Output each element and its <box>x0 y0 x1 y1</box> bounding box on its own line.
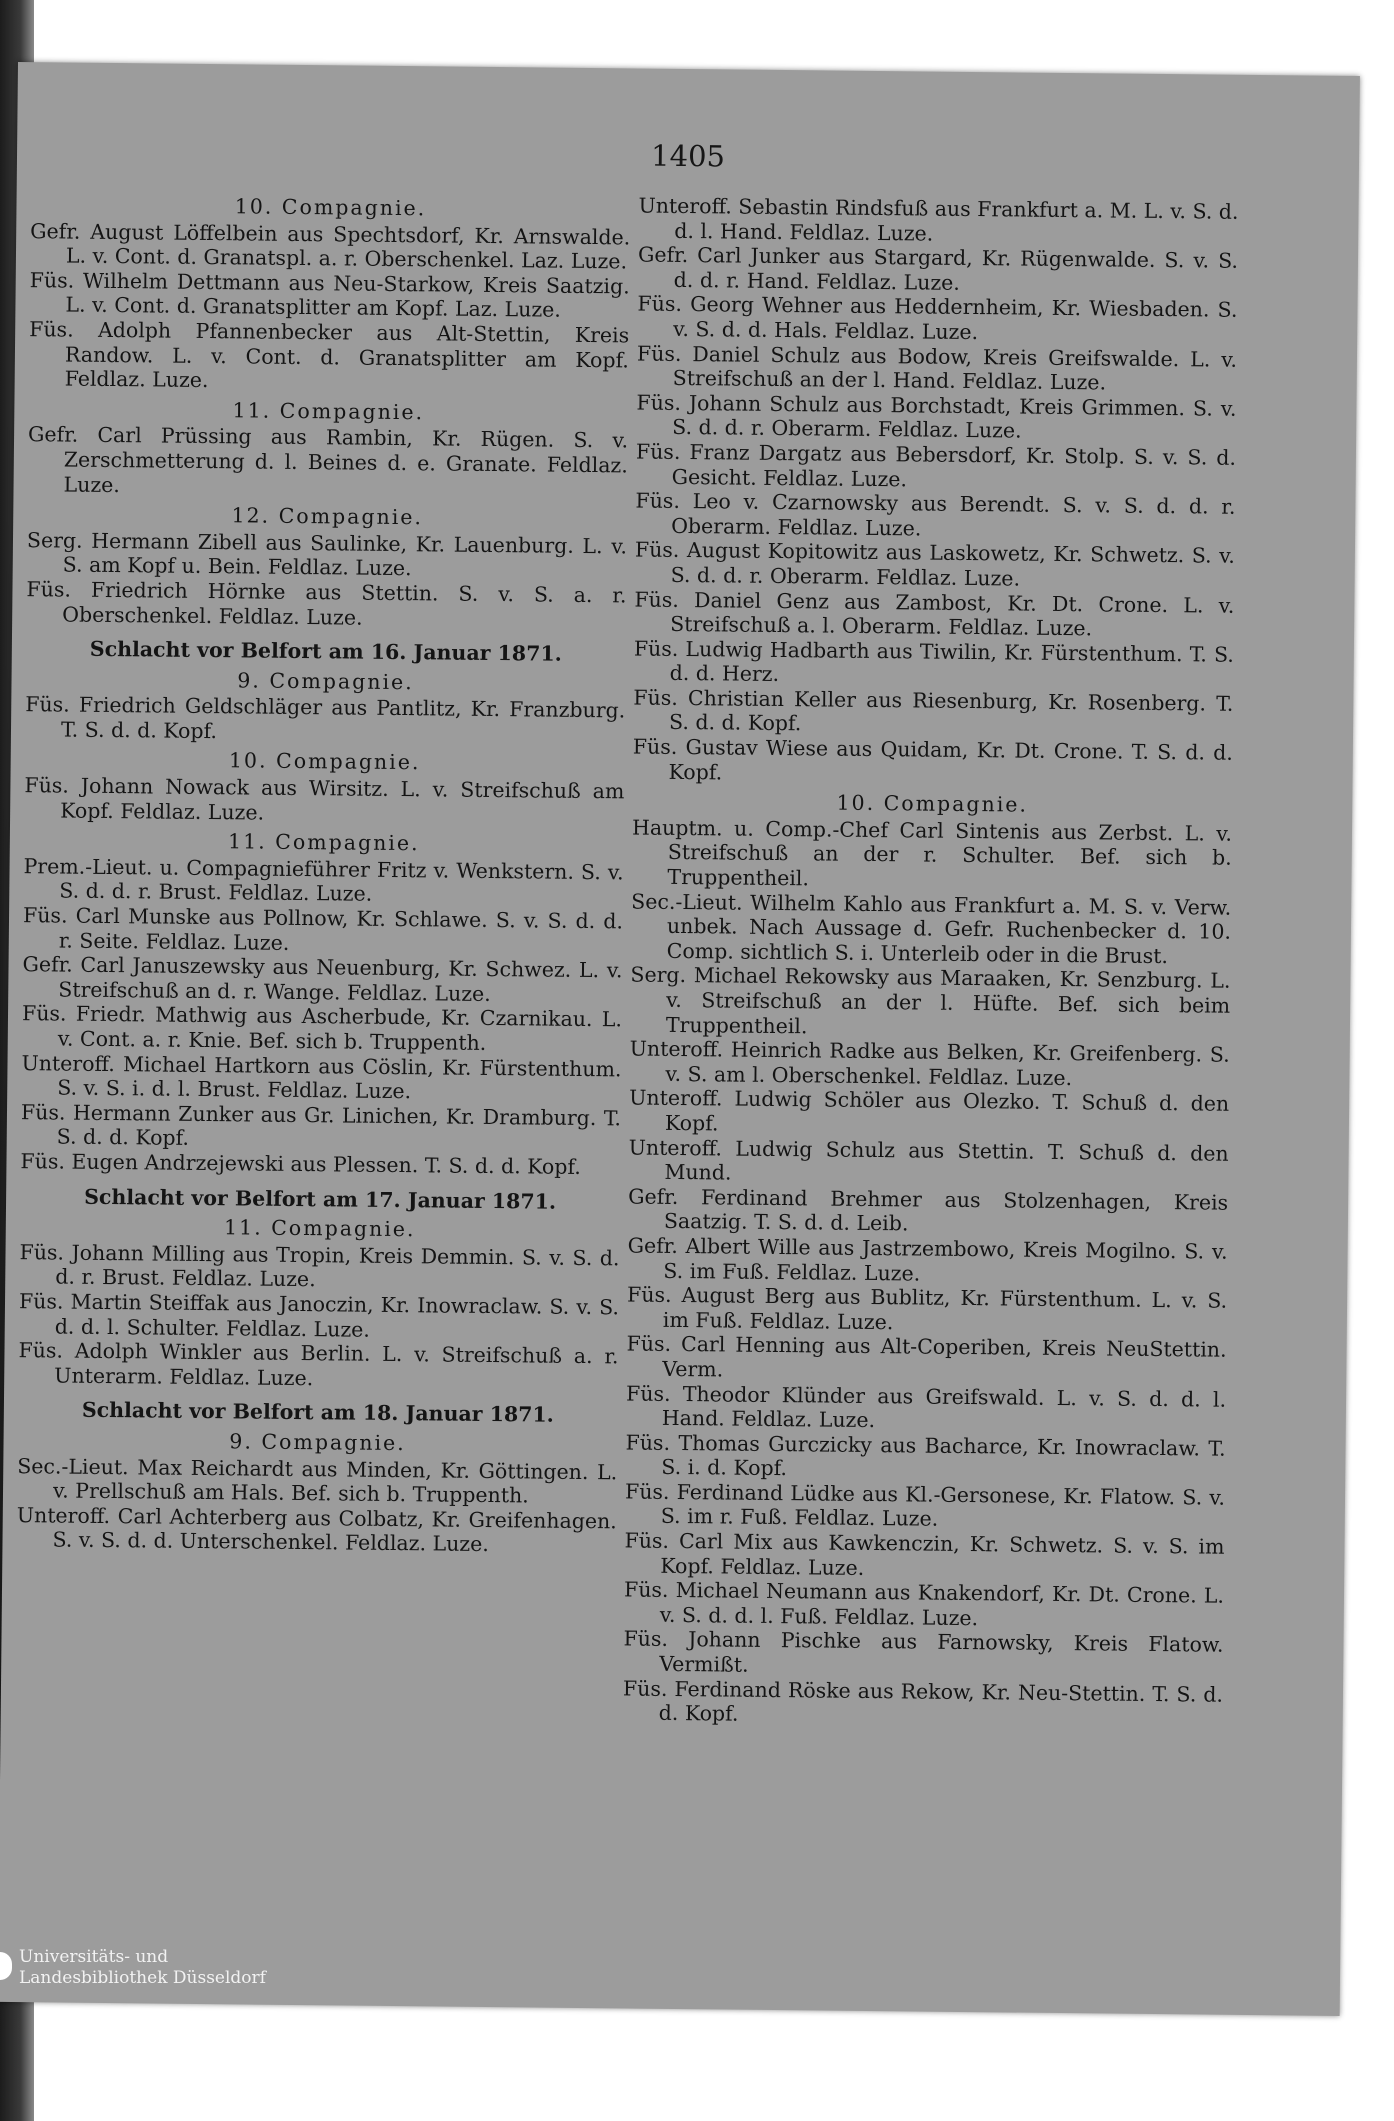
library-logo-line2: Landesbibliothek Düsseldorf <box>19 1968 266 1988</box>
casualty-entry: Unteroff. Heinrich Radke aus Belken, Kr. Greifenberg. S. v. S. am l. Oberschenkel. Feldlaz. Luze. <box>629 1036 1230 1090</box>
company-heading: 10. Compagnie. <box>228 748 421 775</box>
casualty-entry: Füs. Martin Steiffak aus Janoczin, Kr. Inowraclaw. S. v. S. d. d. l. Schulter. Feldlaz. Luze. <box>18 1289 620 1342</box>
casualty-entry: Füs. Wilhelm Dettmann aus Neu-Starkow, Kreis Saatzig. L. v. Cont. d. Granatsplitter am Kopf. Laz. Luze. <box>29 267 630 323</box>
company-heading: 12. Compagnie. <box>231 503 424 530</box>
casualty-entry: Füs. Johann Pischke aus Farnowsky, Kreis Flatow. Vermißt. <box>623 1626 1224 1677</box>
company-heading: 9. Compagnie. <box>229 1429 406 1456</box>
company-heading: 9. Compagnie. <box>237 668 414 694</box>
casualty-entry: Füs. Leo v. Czarnowsky aus Berendt. S. v. S. d. d. r. Oberarm. Feldlaz. Luze. <box>635 488 1236 541</box>
casualty-entry: Serg. Michael Rekowsky aus Maraaken, Kr. Senzburg. L. v. Streifschuß an der l. Hüfte. Bef. sich beim Truppentheil. <box>630 962 1231 1038</box>
casualty-entry: Füs. Johann Milling aus Tropin, Kreis Demmin. S. v. S. d. d. r. Brust. Feldlaz. Luze. <box>19 1239 620 1292</box>
company-heading: 11. Compagnie. <box>227 829 420 856</box>
document-page <box>0 62 1360 2016</box>
casualty-entry: Füs. Franz Dargatz aus Bebersdorf, Kr. Stolp. S. v. S. d. Gesicht. Feldlaz. Luze. <box>635 439 1237 491</box>
casualty-entry: Füs. Johann Schulz aus Borchstadt, Kreis Grimmen. S. v. S. d. d. r. Oberarm. Feldlaz. Luze. <box>636 390 1237 443</box>
casualty-entry: Füs. Adolph Pfannenbecker aus Alt-Stettin, Kreis Randow. L. v. Cont. d. Granatsplitter am Kopf. Feldlaz. Luze. <box>29 317 630 393</box>
company-heading: 11. Compagnie. <box>232 398 425 425</box>
casualty-entry: Füs. Gustav Wiese aus Quidam, Kr. Dt. Crone. T. S. d. d. Kopf. <box>632 734 1233 785</box>
casualty-entry: Sec.-Lieut. Max Reichardt aus Minden, Kr. Göttingen. L. v. Prellschuß am Hals. Bef. sich b. Truppenth. <box>17 1453 618 1508</box>
battle-heading: Schlacht vor Belfort am 18. Januar 1871. <box>81 1398 554 1427</box>
casualty-entry: Unteroff. Michael Hartkorn aus Cöslin, Kr. Fürstenthum. S. v. S. i. d. l. Brust. Feldlaz. Luze. <box>21 1050 622 1104</box>
company-heading: 11. Compagnie. <box>223 1215 416 1242</box>
casualty-entry: Füs. Carl Munske aus Pollnow, Kr. Schlawe. S. v. S. d. d. r. Seite. Feldlaz. Luze. <box>22 903 624 955</box>
casualty-entry: Gefr. Albert Wille aus Jastrzembowo, Kreis Mogilno. S. v. S. im Fuß. Feldlaz. Luze. <box>627 1233 1228 1286</box>
casualty-entry: Füs. August Kopitowitz aus Laskowetz, Kr. Schwetz. S. v. S. d. d. r. Oberarm. Feldlaz. Luze. <box>634 537 1236 591</box>
library-logo-mark <box>0 1952 12 1980</box>
casualty-entry: Unteroff. Ludwig Schulz aus Stettin. T. Schuß d. den Mund. <box>628 1135 1229 1185</box>
casualty-entry: Hauptm. u. Comp.-Chef Carl Sintenis aus Zerbst. L. v. Streifschuß an der r. Schulter. Bef. sich b. Truppentheil. <box>631 815 1233 891</box>
library-logo <box>0 1942 266 2006</box>
battle-heading: Schlacht vor Belfort am 17. Januar 1871. <box>84 1184 557 1214</box>
casualty-entry: Füs. Ferdinand Röske aus Rekow, Kr. Neu-Stettin. T. S. d. d. Kopf. <box>622 1676 1224 1726</box>
casualty-entry: Sec.-Lieut. Wilhelm Kahlo aus Frankfurt a. M. S. v. Verw. unbek. Nach Aussage d. Gefr. Ruchenbecker d. 10. Comp. sichtlich S. i. Unterleib oder in die Brust. <box>631 889 1232 968</box>
casualty-entry: Füs. Michael Neumann aus Knakendorf, Kr. Dt. Crone. L. v. S. d. d. l. Fuß. Feldlaz. Luze. <box>623 1577 1225 1630</box>
right-column <box>623 194 1239 1732</box>
casualty-entry: Unteroff. Carl Achterberg aus Colbatz, Kr. Greifenhagen. S. v. S. d. d. Unterschenkel. Feldlaz. Luze. <box>16 1502 617 1557</box>
casualty-entry: Füs. August Berg aus Bublitz, Kr. Fürstenthum. L. v. S. im Fuß. Feldlaz. Luze. <box>627 1282 1228 1334</box>
casualty-entry: Gefr. Carl Januszewsky aus Neuenburg, Kr. Schwez. L. v. Streifschuß an d. r. Wange. Feldlaz. Luze. <box>22 952 623 1006</box>
casualty-entry: Füs. Daniel Genz aus Zambost, Kr. Dt. Crone. L. v. Streifschuß a. l. Oberarm. Feldlaz. Luze. <box>634 586 1235 641</box>
casualty-entry: Gefr. Ferdinand Brehmer aus Stolzenhagen, Kreis Saatzig. T. S. d. d. Leib. <box>628 1184 1229 1236</box>
company-heading: 10. Compagnie. <box>234 194 427 221</box>
casualty-entry: Füs. Friedr. Mathwig aus Ascherbude, Kr. Czarnikau. L. v. Cont. a. r. Knie. Bef. sich b. Truppenth. <box>21 1001 623 1055</box>
library-logo-line1: Universitäts- und <box>19 1947 169 1967</box>
casualty-entry: Serg. Hermann Zibell aus Saulinke, Kr. Lauenburg. L. v. S. am Kopf u. Bein. Feldlaz. Luze. <box>26 527 628 581</box>
casualty-entry: Unteroff. Ludwig Schöler aus Olezko. T. Schuß d. den Kopf. <box>629 1085 1230 1136</box>
casualty-entry: Füs. Thomas Gurczicky aus Bacharce, Kr. Inowraclaw. T. S. i. d. Kopf. <box>625 1430 1226 1481</box>
casualty-entry: Füs. Eugen Andrzejewski aus Plessen. T. S. d. d. Kopf. <box>20 1149 581 1179</box>
casualty-entry: Füs. Ludwig Hadbarth aus Tiwilin, Kr. Fürstenthum. T. S. d. d. Herz. <box>633 636 1234 687</box>
casualty-entry: Prem.-Lieut. u. Compagnieführer Fritz v. Wenkstern. S. v. S. d. d. r. Brust. Feldlaz. Luze. <box>23 853 624 907</box>
casualty-entry: Gefr. Carl Junker aus Stargard, Kr. Rügenwalde. S. v. S. d. d. r. Hand. Feldlaz. Luze. <box>637 242 1239 295</box>
casualty-entry: Füs. Adolph Winkler aus Berlin. L. v. Streifschuß a. r. Unterarm. Feldlaz. Luze. <box>18 1338 619 1390</box>
company-heading: 10. Compagnie. <box>836 790 1029 817</box>
casualty-entry: Füs. Ferdinand Lüdke aus Kl.-Gersonese, Kr. Flatow. S. v. S. im r. Fuß. Feldlaz. Luze. <box>624 1479 1226 1532</box>
left-column <box>16 187 630 1558</box>
casualty-entry: Füs. Friedrich Geldschläger aus Pantlitz, Kr. Franzburg. T. S. d. d. Kopf. <box>25 692 626 743</box>
battle-heading: Schlacht vor Belfort am 16. Januar 1871. <box>89 636 562 666</box>
casualty-entry: Füs. Carl Henning aus Alt-Coperiben, Kreis NeuStettin. Verm. <box>626 1331 1227 1382</box>
casualty-entry: Füs. Christian Keller aus Riesenburg, Kr. Rosenberg. T. S. d. d. Kopf. <box>633 685 1234 736</box>
casualty-entry: Gefr. Carl Prüssing aus Rambin, Kr. Rügen. S. v. Zerschmetterung d. l. Beines d. e. Granate. Feldlaz. Luze. <box>27 422 629 497</box>
casualty-entry: Füs. Georg Wehner aus Heddernheim, Kr. Wiesbaden. S. v. S. d. d. Hals. Feldlaz. Luze. <box>637 291 1238 345</box>
casualty-entry: Füs. Friedrich Hörnke aus Stettin. S. v. S. a. r. Oberschenkel. Feldlaz. Luze. <box>26 577 627 630</box>
casualty-entry: Füs. Daniel Schulz aus Bodow, Kreis Greifswalde. L. v. Streifschuß an der l. Hand. Feldlaz. Luze. <box>636 341 1238 395</box>
casualty-entry: Füs. Johann Nowack aus Wirsitz. L. v. Streifschuß am Kopf. Feldlaz. Luze. <box>24 773 625 825</box>
casualty-entry: Unteroff. Sebastin Rindsfuß aus Frankfurt a. M. L. v. S. d. d. l. Hand. Feldlaz. Luze. <box>638 193 1239 246</box>
library-logo-text <box>19 1947 266 1989</box>
page-number: 1405 <box>650 138 726 174</box>
casualty-entry: Füs. Theodor Klünder aus Greifswald. L. v. S. d. d. l. Hand. Feldlaz. Luze. <box>625 1380 1227 1433</box>
casualty-entry: Gefr. August Löffelbein aus Spechtsdorf, Kr. Arnswalde. L. v. Cont. d. Granatspl. a. r. Oberschenkel. Laz. Luze. <box>30 218 631 274</box>
casualty-entry: Füs. Carl Mix aus Kawkenczin, Kr. Schwetz. S. v. S. im Kopf. Feldlaz. Luze. <box>624 1528 1225 1580</box>
casualty-entry: Füs. Hermann Zunker aus Gr. Linichen, Kr. Dramburg. T. S. d. d. Kopf. <box>20 1099 622 1151</box>
